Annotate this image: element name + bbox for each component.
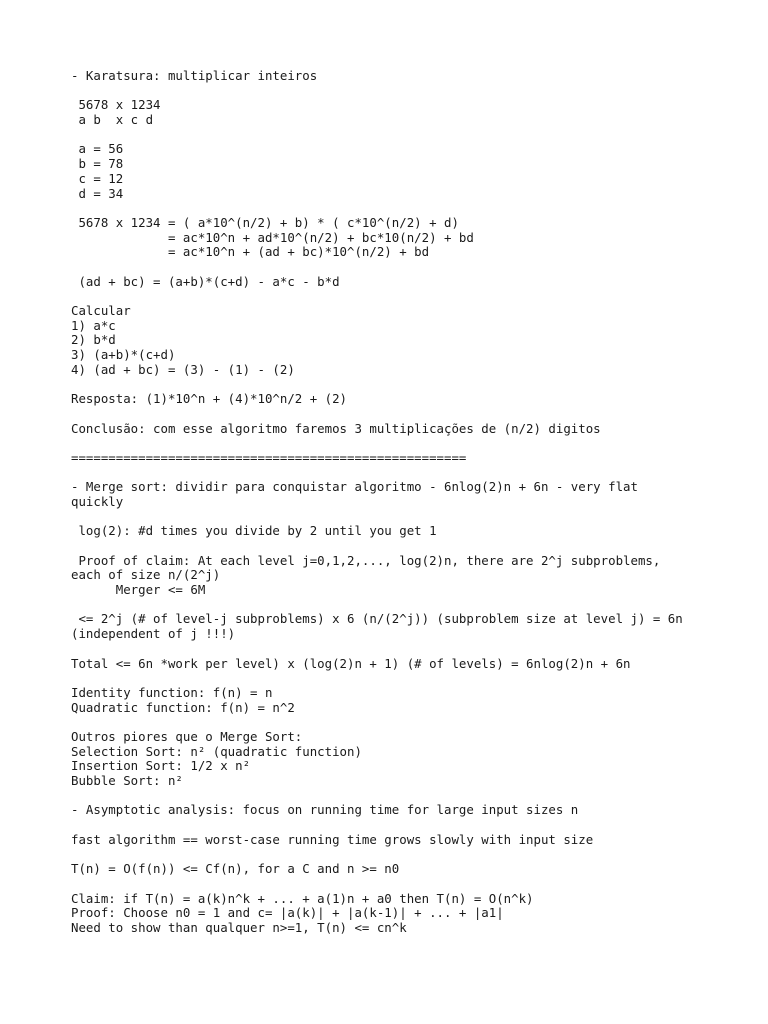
- text-line: Outros piores que o Merge Sort:: [71, 728, 303, 744]
- text-line: Conclusão: com esse algoritmo faremos 3 multiplicações de (n/2) digitos: [71, 420, 601, 436]
- text-line: b = 78: [71, 156, 124, 172]
- text-line: [71, 510, 711, 525]
- text-line: [71, 289, 711, 304]
- text-line: [71, 128, 711, 143]
- text-line: [71, 407, 711, 422]
- text-line: Bubble Sort: n²: [71, 773, 183, 788]
- text-line: [71, 818, 711, 833]
- text-line: Proof: Choose n0 = 1 and c= |a(k)| + |a(k-1)| + ... + |a1|: [71, 905, 504, 921]
- text-line: 1) a*c: [71, 317, 116, 333]
- text-line: = ac*10^n + ad*10^(n/2) + bc*10(n/2) + bd: [71, 229, 474, 245]
- text-line: quickly: [71, 493, 124, 509]
- text-line: [71, 877, 711, 892]
- text-line: 5678 x 1234 = ( a*10^(n/2) + b) * ( c*10^(n/2) + d): [71, 214, 459, 230]
- text-line: - Merge sort: dividir para conquistar algoritmo - 6nlog(2)n + 6n - very flat: [71, 479, 638, 495]
- text-line: <= 2^j (# of level-j subproblems) x 6 (n/(2^j)) (subproblem size at level j) = 6n: [71, 611, 683, 627]
- text-line: [71, 377, 711, 392]
- text-line: [71, 715, 711, 730]
- text-line: 4) (ad + bc) = (3) - (1) - (2): [71, 361, 295, 377]
- text-line: log(2): #d times you divide by 2 until you get 1: [71, 523, 437, 539]
- text-line: Selection Sort: n² (quadratic function): [71, 743, 362, 759]
- text-line: = ac*10^n + (ad + bc)*10^(n/2) + bd: [71, 244, 430, 260]
- text-line: Identity function: f(n) = n: [71, 684, 273, 700]
- text-line: [71, 260, 711, 275]
- text-line: [71, 539, 711, 554]
- text-line: - Asymptotic analysis: focus on running time for large input sizes n: [71, 802, 579, 818]
- text-line: =====================================================: [71, 449, 467, 465]
- text-line: (independent of j !!!): [71, 626, 236, 642]
- text-line: fast algorithm == worst-case running time grows slowly with input size: [71, 831, 594, 847]
- text-line: (ad + bc) = (a+b)*(c+d) - a*c - b*d: [71, 273, 340, 289]
- text-line: d = 34: [71, 185, 124, 201]
- text-line: Quadratic function: f(n) = n^2: [71, 699, 295, 715]
- text-line: [71, 642, 711, 657]
- text-line: [71, 201, 711, 216]
- text-line: Calcular: [71, 303, 131, 318]
- text-line: Insertion Sort: 1/2 x n²: [71, 758, 251, 774]
- text-line: 3) (a+b)*(c+d): [71, 347, 176, 363]
- text-line: [71, 466, 711, 481]
- text-line: c = 12: [71, 170, 124, 186]
- text-line: a = 56: [71, 141, 124, 157]
- text-line: Total <= 6n *work per level) x (log(2)n + 1) (# of levels) = 6nlog(2)n + 6n: [71, 655, 631, 671]
- text-line: each of size n/(2^j): [71, 567, 221, 583]
- text-line: [71, 84, 711, 99]
- text-line: [71, 671, 711, 686]
- text-line: [71, 436, 711, 451]
- document-body: [71, 69, 711, 936]
- text-line: T(n) = O(f(n)) <= Cf(n), for a C and n >= n0: [71, 861, 400, 877]
- text-line: [71, 598, 711, 613]
- text-line: Need to show than qualquer n>=1, T(n) <= cn^k: [71, 919, 407, 935]
- text-line: Claim: if T(n) = a(k)n^k + ... + a(1)n + a0 then T(n) = O(n^k): [71, 890, 534, 906]
- text-line: 5678 x 1234: [71, 97, 161, 113]
- text-line: Merger <= 6M: [71, 582, 206, 598]
- text-line: Resposta: (1)*10^n + (4)*10^n/2 + (2): [71, 391, 348, 407]
- text-line: - Karatsura: multiplicar inteiros: [71, 68, 318, 83]
- text-line: 2) b*d: [71, 332, 116, 348]
- text-line: a b x c d: [71, 112, 154, 128]
- text-line: [71, 789, 711, 804]
- text-line: Proof of claim: At each level j=0,1,2,..., log(2)n, there are 2^j subproblems,: [71, 552, 661, 568]
- text-line: [71, 847, 711, 862]
